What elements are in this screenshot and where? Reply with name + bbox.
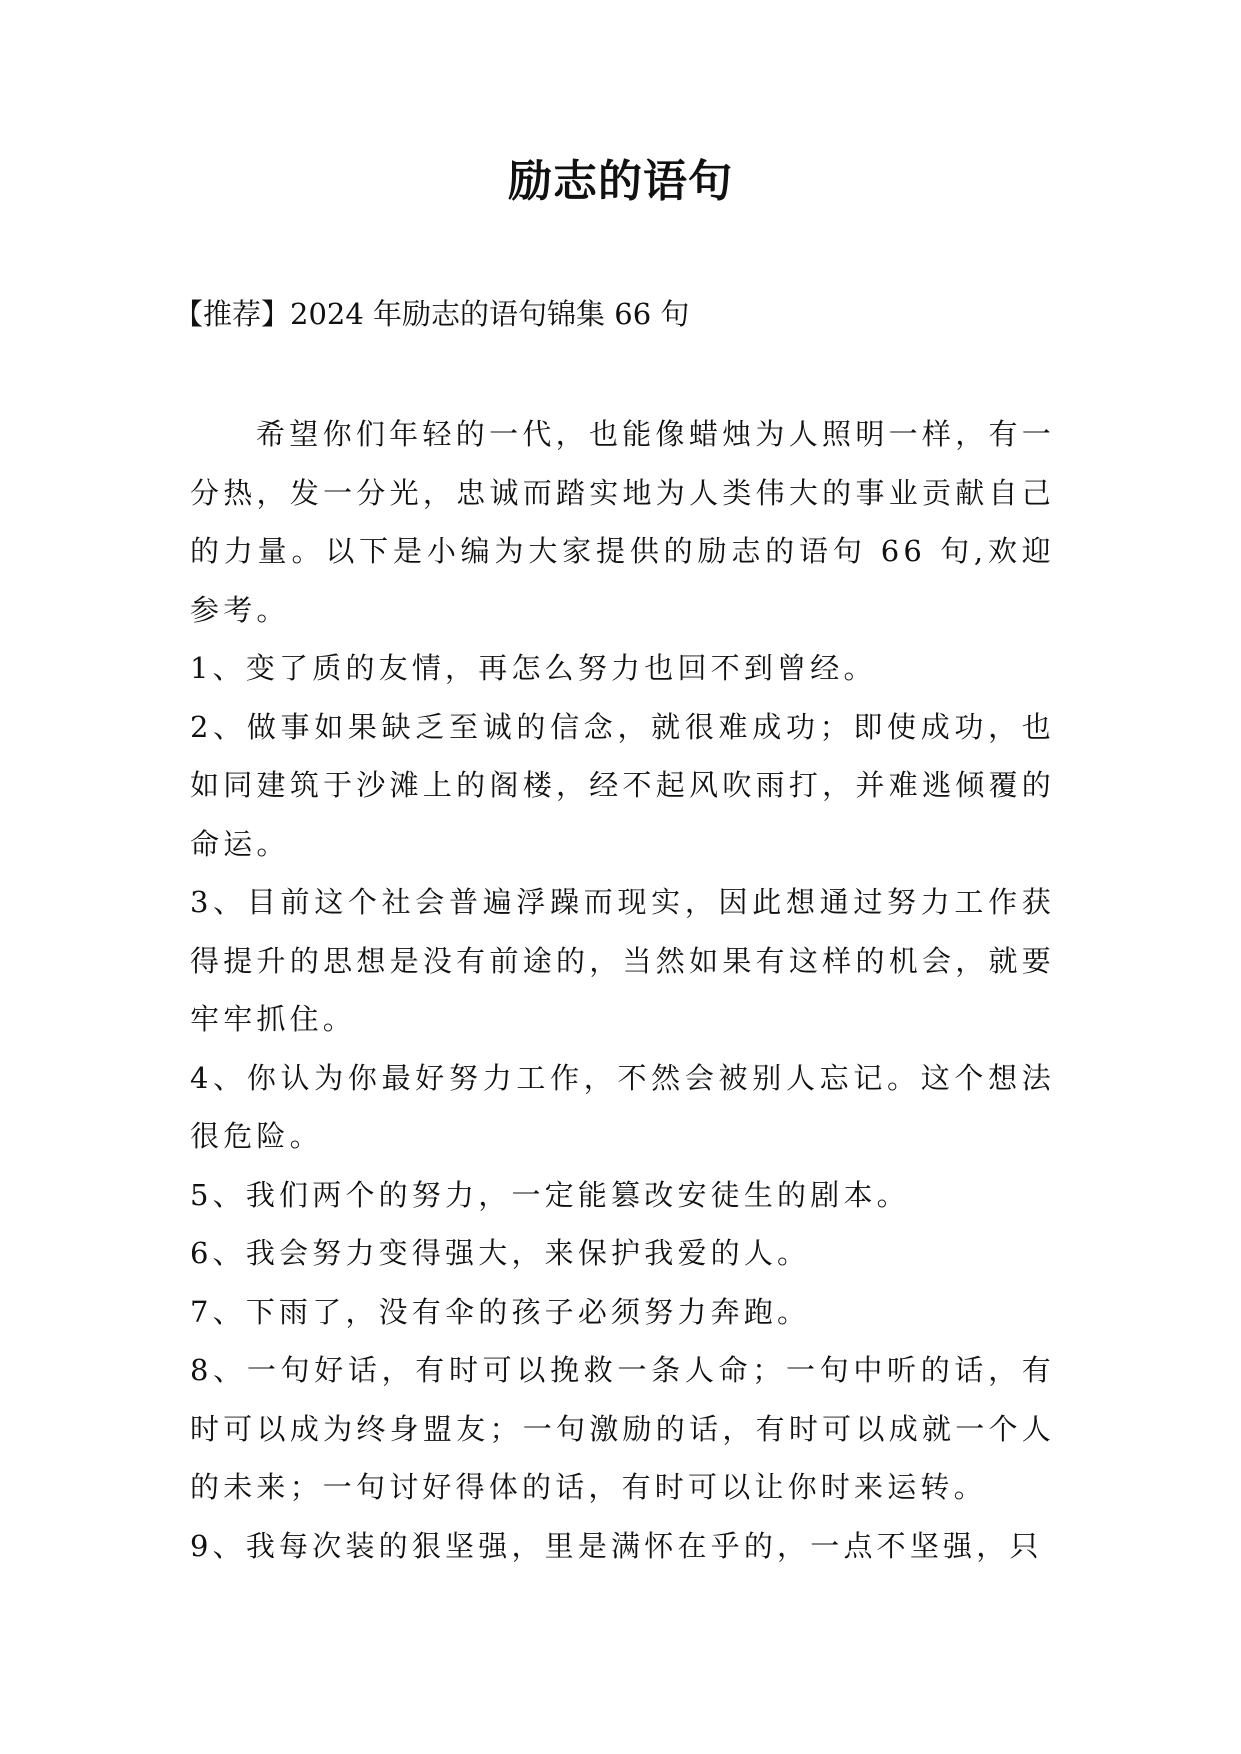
list-item: 1、变了质的友情，再怎么努力也回不到曾经。: [190, 651, 877, 685]
list-item: 3、目前这个社会普遍浮躁而现实，因此想通过努力工作获得提升的思想是没有前途的，当然如果有这样的机会，就要牢牢抓住。: [190, 885, 1055, 1036]
list-item: 2、做事如果缺乏至诚的信念，就很难成功；即使成功，也如同建筑于沙滩上的阁楼，经不起风吹雨打，并难逃倾覆的命运。: [190, 709, 1055, 861]
list-item: 8、一句好话，有时可以挽救一条人命；一句中听的话，有时可以成为终身盟友；一句激励的话，有时可以成就一个人的未来；一句讨好得体的话，有时可以让你时来运转。: [190, 1353, 1055, 1504]
list-item: 4、你认为你最好努力工作，不然会被别人忘记。这个想法很危险。: [190, 1060, 1055, 1153]
list-item: 9、我每次装的狠坚强，里是满怀在乎的，一点不坚强，只: [190, 1528, 1043, 1563]
list-item: 5、我们两个的努力，一定能篡改安徒生的剧本。: [190, 1177, 910, 1212]
document-body: [190, 405, 1055, 1575]
list-item: 7、下雨了，没有伞的孩子必须努力奔跑。: [190, 1294, 811, 1329]
list-item: 6、我会努力变得强大，来保护我爱的人。: [190, 1236, 811, 1270]
intro-paragraph: 希望你们年轻的一代，也能像蜡烛为人照明一样，有一分热，发一分光，忠诚而踏实地为人类伟大的事业贡献自己的力量。以下是小编为大家提供的励志的语句 66 句,欢迎参考。: [190, 417, 1055, 627]
document-subtitle: 【推荐】2024 年励志的语句锦集 66 句: [174, 297, 690, 331]
document-title: 励志的语句: [508, 156, 733, 207]
